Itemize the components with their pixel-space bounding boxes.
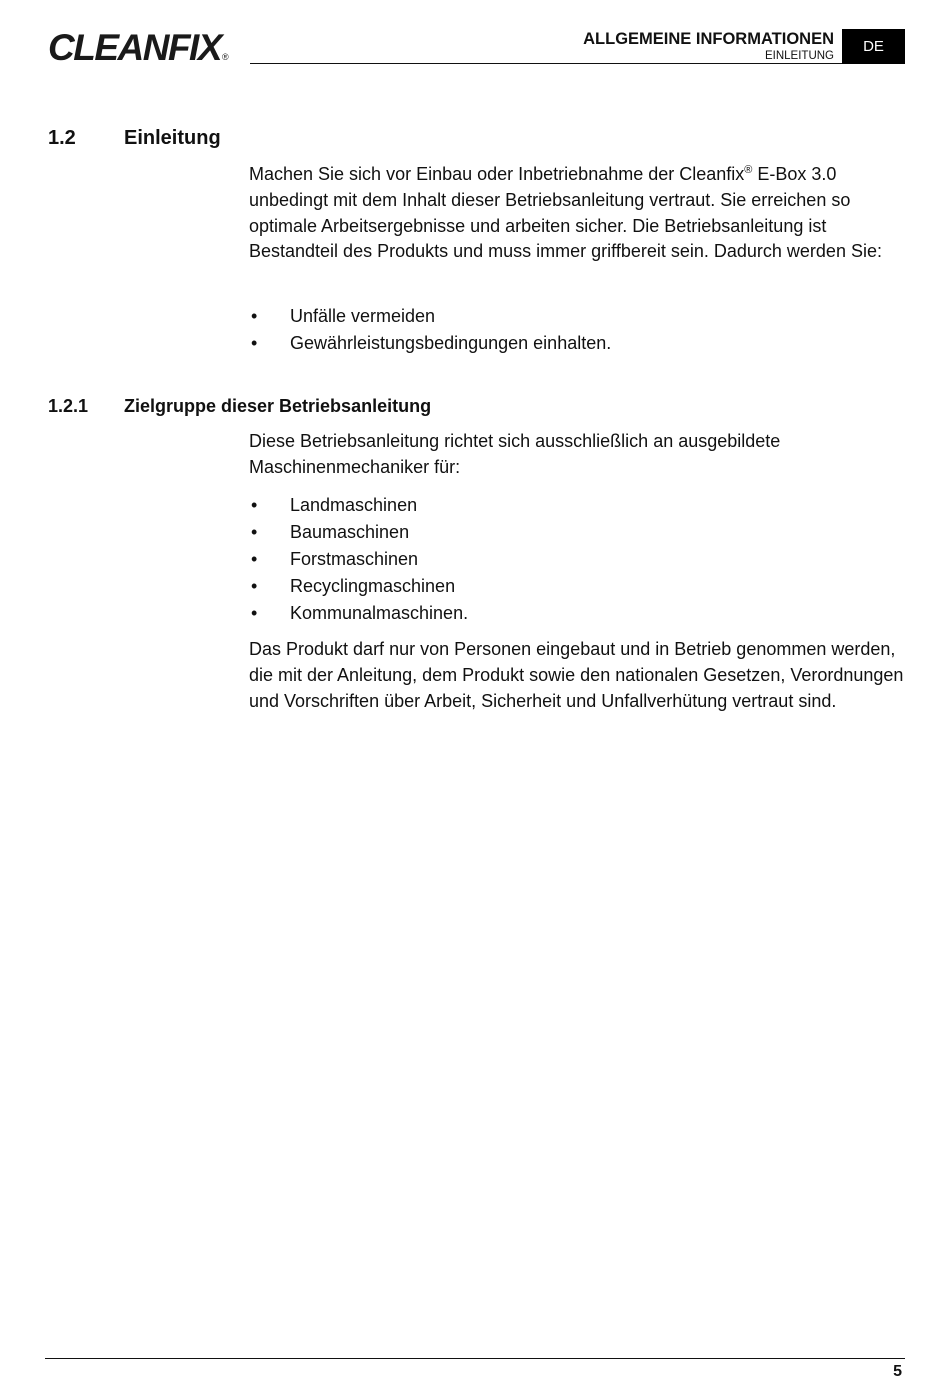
bullet-icon: • [251, 333, 258, 353]
list-item: • Gewährleistungsbedingungen einhalten. [249, 330, 905, 357]
header-divider [250, 63, 905, 64]
bullet-list [249, 492, 905, 627]
page-number: 5 [893, 1363, 902, 1380]
section-number: 1.2.1 [48, 396, 89, 416]
section-heading-1-2-1 [48, 394, 431, 418]
section-1-2-1-bullets [249, 492, 905, 627]
bullet-icon: • [251, 603, 258, 623]
intro-paragraph: Machen Sie sich vor Einbau oder Inbetriebnahme der Cleanfix® E-Box 3.0 unbedingt mit dem Inhalt dieser Betriebsanleitung vertraut. Sie erreichen so optimale Arbeitsergebnisse und arbeiten sicher. Die Betriebsanleitung ist Bestandteil des Produkts und muss immer griffbereit sein. Dadurch werden Sie: [249, 164, 882, 262]
bullet-icon: • [251, 495, 258, 515]
list-item: • Unfälle vermeiden [249, 303, 905, 330]
bullet-icon: • [251, 576, 258, 596]
section-number: 1.2 [48, 127, 76, 149]
registered-mark: ® [744, 164, 753, 176]
section-heading-1-2 [48, 125, 221, 151]
cleanfix-logo [48, 27, 229, 78]
list-item: • Recyclingmaschinen [249, 573, 905, 600]
list-item: • Kommunalmaschinen. [249, 600, 905, 627]
list-item: • Baumaschinen [249, 519, 905, 546]
section-title: Einleitung [124, 127, 221, 149]
page-header [0, 0, 950, 70]
bullet-list [249, 303, 905, 357]
section-1-2-1-intro [249, 429, 905, 481]
intro-paragraph: Diese Betriebsanleitung richtet sich ausschließlich an ausgebildete Maschinenmechaniker für: [249, 431, 781, 477]
section-title: Zielgruppe dieser Betriebsanleitung [124, 396, 432, 416]
logo-registered-mark: ® [222, 52, 229, 62]
section-1-2-body [249, 162, 905, 265]
section-1-2-bullets [249, 303, 905, 357]
section-1-2-1-closing [249, 637, 905, 714]
closing-paragraph: Das Produkt darf nur von Personen eingebaut und in Betrieb genommen werden, die mit der Anleitung, dem Produkt sowie den nationalen Gesetzen, Verordnungen und Vorschriften über Arbeit, Sicherheit und Unfallverhütung vertraut sind. [249, 639, 904, 711]
list-item: • Landmaschinen [249, 492, 905, 519]
header-subtitle: EINLEITUNG [764, 50, 834, 62]
list-item: • Forstmaschinen [249, 546, 905, 573]
bullet-icon: • [251, 522, 258, 542]
header-title: ALLGEMEINE INFORMATIONEN [583, 30, 834, 48]
logo-text: CLEANFIX [48, 27, 221, 68]
footer-divider [45, 1358, 905, 1359]
bullet-icon: • [251, 549, 258, 569]
bullet-icon: • [251, 306, 258, 326]
language-badge: DE [842, 29, 905, 64]
